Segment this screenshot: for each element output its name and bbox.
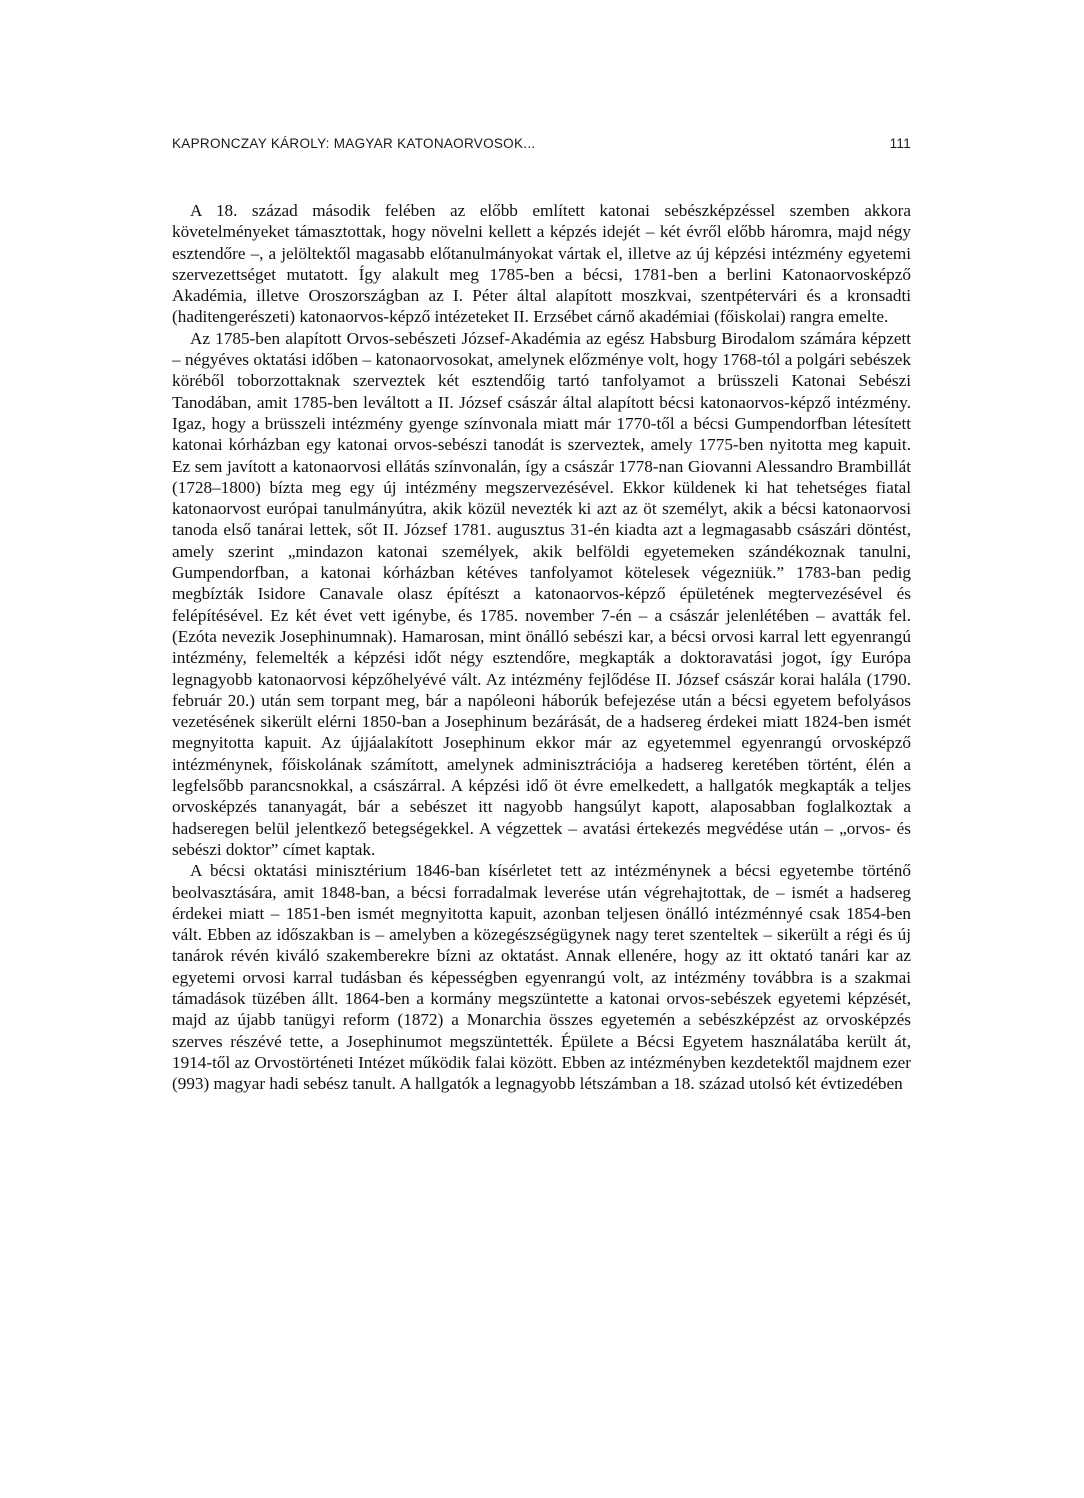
page-number: 111 — [889, 136, 911, 151]
running-head — [172, 136, 911, 156]
body-text — [172, 200, 911, 1094]
paragraph: A 18. század második felében az előbb említett katonai sebészképzéssel szemben akkora követelményeket támasztottak, hogy növelni kellett a képzés idejét – két évről előbb háromra, majd négy esztendőre –, a jelöltektől magasabb előtanulmányokat vártak el, illetve az új képzési intézmény egyetemi szervezettséget mutatott. Így alakult meg 1785-ben a bécsi, 1781-ben a berlini Katonaorvosképző Akadémia, illetve Oroszországban az I. Péter által alapított moszkvai, szentpétervári és a kronsadti (haditengerészeti) katonaorvos-képző intézeteket II. Erzsébet cárnő akadémiai (főiskolai) rangra emelte. — [172, 201, 911, 327]
paragraph: Az 1785-ben alapított Orvos-sebészeti József-Akadémia az egész Habsburg Birodalom számára képzett – négyéves oktatási időben – katonaorvosokat, amelynek előzménye volt, hogy 1768-tól a polgári sebészek köréből toborzottaknak szerveztek két esztendőig tartó tanfolyamot a brüsszeli Katonai Sebészi Tanodában, amit 1785-ben leváltott a II. József császár által alapított bécsi katonaorvos-képző intézmény. Igaz, hogy a brüsszeli intézmény gyenge színvonala miatt már 1770-től a bécsi Gumpendorfban létesített katonai kórházban egy katonai orvos-sebészi tanodát is szerveztek, amely 1775-ben nyitotta meg kapuit. Ez sem javított a katonaorvosi ellátás színvonalán, így a császár 1778-nan Giovanni Alessandro Brambillát (1728–1800) bízta meg egy új intézmény megszervezésével. Ekkor küldenek ki hat tehetséges fiatal katonaorvost európai tanulmányútra, akik közül nevezték ki azt az öt személyt, akik a bécsi katonaorvosi tanoda első tanárai lettek, sőt II. József 1781. augusztus 31-én kiadta azt a legmagasabb császári döntést, amely szerint „mindazon katonai személyek, akik belföldi egyetemeken szándékoznak tanulni, Gumpendorfban, a katonai kórházban kétéves tanfolyamot kötelesek végezniük.” 1783-ban pedig megbízták Isidore Canavale olasz építészt a katonaorvos-képző épületének megtervezésével és felépítésével. Ez két évet vett igénybe, és 1785. november 7-én – a császár jelenlétében – avatták fel. (Ezóta nevezik Josephinumnak). Hamarosan, mint önálló sebészi kar, a bécsi orvosi karral lett egyenrangú intézmény, felemelték a képzési időt négy esztendőre, megkapták a doktoravatási jogot, így Európa legnagyobb katonaorvosi képzőhelyévé vált. Az intézmény fejlődése II. József császár korai halála (1790. február 20.) után sem torpant meg, bár a napóleoni háborúk befejezése után a bécsi egyetem befolyásos vezetésének sikerült elérni 1850-ban a Josephinum bezárását, de a hadsereg érdekei miatt 1824-ben ismét megnyitotta kapuit. Az újjáalakított Josephinum ekkor már az egyetemmel egyenrangú orvosképző intézménynek, főiskolának számított, amelynek adminisztrációja a hadsereg keretében történt, élén a legfelsőbb parancsnokkal, a császárral. A képzési idő öt évre emelkedett, a hallgatók megkapták a teljes orvosképzés tananyagát, bár a sebészet itt nagyobb hangsúlyt kapott, alaposabban foglalkoztak a hadseregen belül jelentkező betegségekkel. A végzettek – avatási értekezés megvédése után – „orvos- és sebészi doktor” címet kaptak. — [172, 328, 911, 859]
paragraph: A bécsi oktatási minisztérium 1846-ban kísérletet tett az intézménynek a bécsi egyetembe történő beolvasztására, amit 1848-ban, a bécsi forradalmak leverése után végrehajtottak, de – ismét a hadsereg érdekei miatt – 1851-ben ismét megnyitotta kapuit, azonban teljesen önálló intézménnyé csak 1854-ben vált. Ebben az időszakban is – amelyben a közegészségügynek nagy teret szenteltek – sikerült a régi és új tanárok révén kiváló szakemberekre bízni az oktatást. Annak ellenére, hogy az itt oktató tanári kar az egyetemi orvosi karral tudásban és képességben egyenrangú volt, az intézmény továbbra is a szakmai támadások tüzében állt. 1864-ben a kormány megszüntette a katonai orvos-sebészek egyetemi képzését, majd az újabb tanügyi reform (1872) a Monarchia összes egyetemén a sebészképzést az orvosképzés szerves részévé tette, a Josephinumot megszüntették. Épülete a Bécsi Egyetem használatába került át, 1914-től az Orvostörténeti Intézet működik falai között. Ebben az intézményben kezdetektől majdnem ezer (993) magyar hadi sebész tanult. A hallgatók a legnagyobb létszámban a 18. század utolsó két évtizedében — [172, 861, 911, 1094]
running-title: KAPRONCZAY KÁROLY: MAGYAR KATONAORVOSOK... — [172, 136, 536, 151]
